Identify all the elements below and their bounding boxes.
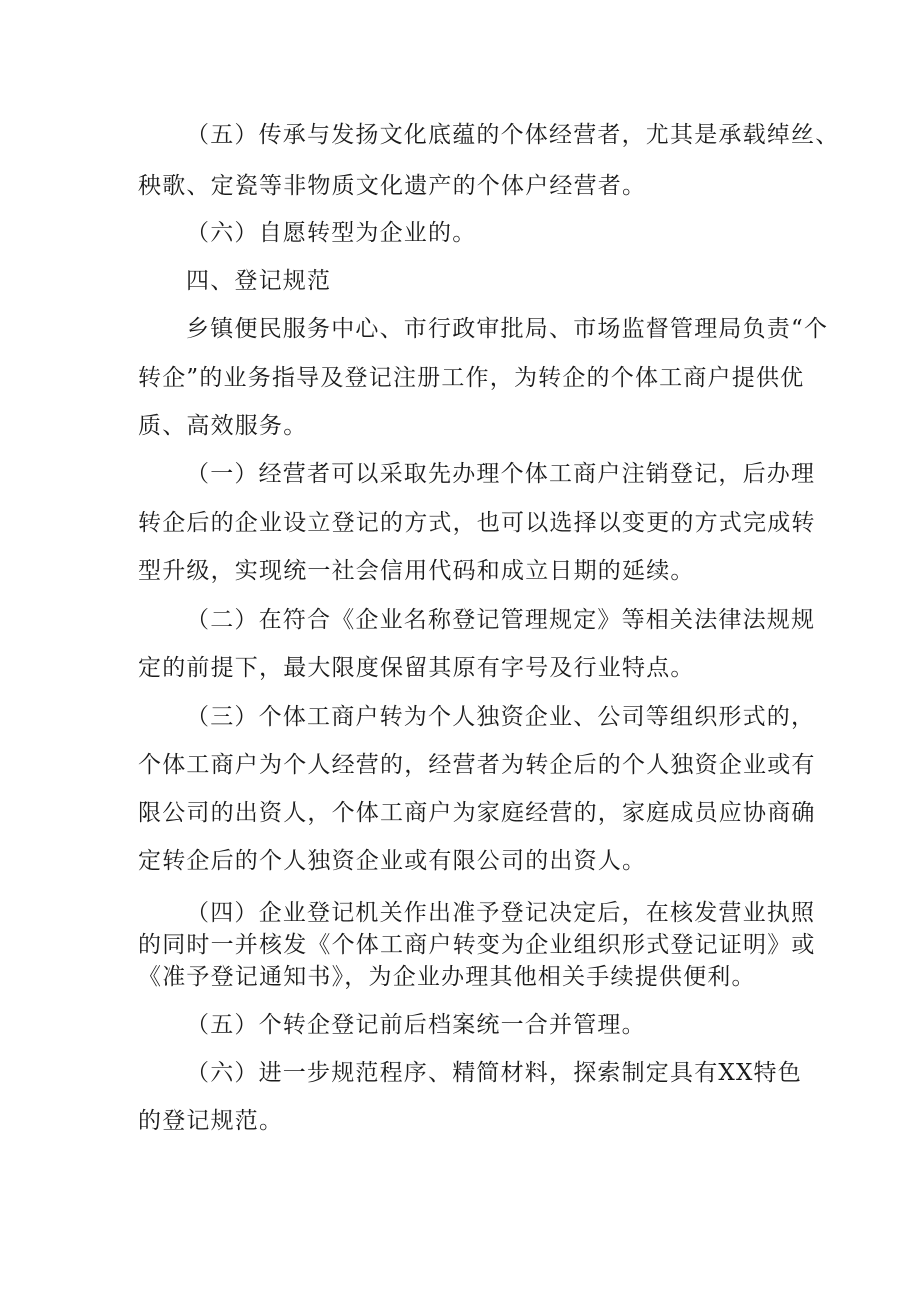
text-line: 的登记规范。: [138, 1108, 284, 1134]
text-line: 秧歌、定瓷等非物质文化遗产的个体户经营者。: [138, 173, 647, 199]
text-line: 定的前提下，最大限度保留其原有字号及行业特点。: [138, 655, 695, 681]
text-line: （二）在符合《企业名称登记管理规定》等相关法律法规规: [186, 607, 816, 633]
section-heading: 四、登记规范: [186, 268, 332, 294]
text-line: 限公司的出资人，个体工商户为家庭经营的，家庭成员应协商确: [138, 800, 816, 826]
text-line: 质、高效服务。: [138, 413, 308, 439]
text-line: 个体工商户为个人经营的，经营者为转企后的个人独资企业或有: [138, 752, 816, 778]
text-line: （六）自愿转型为企业的。: [186, 220, 477, 246]
text-line: 的同时一并核发《个体工商户转变为企业组织形式登记证明》或: [138, 932, 816, 958]
text-line: 转企后的企业设立登记的方式，也可以选择以变更的方式完成转: [138, 510, 816, 536]
text-line: （一）经营者可以采取先办理个体工商户注销登记，后办理: [186, 461, 816, 487]
text-line: （五）个转企登记前后档案统一合并管理。: [186, 1012, 646, 1038]
text-line: 转企”的业务指导及登记注册工作，为转企的个体工商户提供优: [138, 365, 805, 391]
text-line: （三）个体工商户转为个人独资企业、公司等组织形式的，: [186, 704, 816, 730]
text-line: 型升级，实现统一社会信用代码和成立日期的延续。: [138, 558, 695, 584]
text-line: 乡镇便民服务中心、市行政审批局、市场监督管理局负责“个: [186, 316, 829, 342]
text-line: （五）传承与发扬文化底蕴的个体经营者，尤其是承载绰丝、: [186, 122, 840, 148]
text-line: 定转企后的个人独资企业或有限公司的出资人。: [138, 848, 647, 874]
text-line: （六）进一步规范程序、精简材料，探索制定具有XX特色: [186, 1060, 802, 1086]
text-line: 《准予登记通知书》，为企业办理其他相关手续提供便利。: [138, 964, 756, 990]
text-line: （四）企业登记机关作出准予登记决定后，在核发营业执照: [186, 900, 816, 926]
